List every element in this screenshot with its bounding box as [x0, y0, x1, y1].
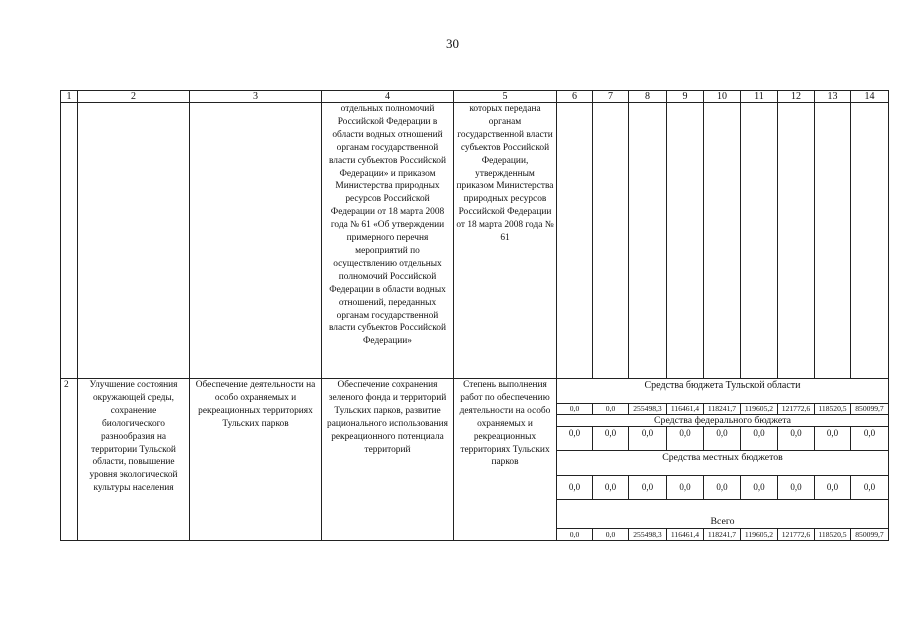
- value-cell: 0,0: [629, 476, 667, 500]
- program-table: [60, 90, 889, 541]
- value-cell: 0,0: [593, 476, 629, 500]
- header-cell: 10: [704, 91, 741, 103]
- page-number: 30: [446, 36, 459, 51]
- value-cell: 0,0: [741, 476, 778, 500]
- header-cell: 2: [78, 91, 190, 103]
- value-cell: 0,0: [593, 427, 629, 451]
- section-title: Средства бюджета Тульской области: [557, 379, 889, 404]
- legal-basis-cell: отдельных полномочий Российской Федерации в области водных отношений органам государственной власти субъектов Российской Федерации» и приказом Министерства природных ресурсов Российской Федерации от 18 марта 2008 года № 61 «Об утверждении примерного перечня мероприятий по осуществлению отдельных полномочий Российской Федерации в области водных отношений, переданных органам государственной власти субъектов Российской Федерации»: [322, 103, 454, 379]
- value-cell: 0,0: [557, 427, 593, 451]
- header-cell: 12: [778, 91, 815, 103]
- value-cell: 119605,2: [741, 529, 778, 541]
- value-cell: 118520,5: [815, 404, 851, 415]
- value-cell: 0,0: [704, 427, 741, 451]
- value-cell: 119605,2: [741, 404, 778, 415]
- value-cell: 0,0: [851, 476, 889, 500]
- goal-cell: Улучшение состояния окружающей среды, сохранение биологического разнообразия на территории Тульской области, повышение уровня экологической культуры населения: [78, 379, 190, 541]
- value-cell: 0,0: [815, 476, 851, 500]
- value-cell: 255498,3: [629, 404, 667, 415]
- value-cell: 0,0: [557, 529, 593, 541]
- value-cell: 850099,7: [851, 404, 889, 415]
- header-cell: 5: [454, 91, 557, 103]
- value-cell: 0,0: [667, 476, 704, 500]
- value-cell: 0,0: [557, 404, 593, 415]
- value-cell: 0,0: [704, 476, 741, 500]
- value-cell: 850099,7: [851, 529, 889, 541]
- section-title: Всего: [557, 500, 889, 529]
- header-cell: 9: [667, 91, 704, 103]
- value-cell: 118241,7: [704, 404, 741, 415]
- value-cell: 0,0: [741, 427, 778, 451]
- section-title: Средства местных бюджетов: [557, 451, 889, 476]
- value-cell: 0,0: [593, 529, 629, 541]
- value-cell: 0,0: [815, 427, 851, 451]
- header-cell: 7: [593, 91, 629, 103]
- task-cell: Обеспечение деятельности на особо охраняемых и рекреационных территориях Тульских парков: [190, 379, 322, 541]
- value-cell: 0,0: [629, 427, 667, 451]
- indicator-cell: Степень выполнения работ по обеспечению деятельности на особо охраняемых и рекреационных территориях Тульских парков: [454, 379, 557, 541]
- value-cell: 118520,5: [815, 529, 851, 541]
- header-cell: 1: [61, 91, 78, 103]
- header-cell: 4: [322, 91, 454, 103]
- value-cell: 255498,3: [629, 529, 667, 541]
- header-cell: 11: [741, 91, 778, 103]
- header-row: [61, 91, 889, 103]
- header-cell: 13: [815, 91, 851, 103]
- value-cell: 0,0: [778, 476, 815, 500]
- header-cell: 8: [629, 91, 667, 103]
- table-row: [61, 379, 889, 404]
- value-cell: 118241,7: [704, 529, 741, 541]
- row-number: 2: [61, 379, 78, 541]
- value-cell: 0,0: [778, 427, 815, 451]
- value-cell: 121772,6: [778, 404, 815, 415]
- measure-cell: Обеспечение сохранения зеленого фонда и территорий Тульских парков, развитие рационального использования рекреационного потенциала территорий: [322, 379, 454, 541]
- header-cell: 14: [851, 91, 889, 103]
- header-cell: 3: [190, 91, 322, 103]
- indicator-cell: которых передана органам государственной власти субъектов Российской Федерации, утвержденным приказом Министерства природных ресурсов Российской Федерации от 18 марта 2008 года № 61: [454, 103, 557, 379]
- table-row-continuation: [61, 103, 889, 379]
- value-cell: 0,0: [851, 427, 889, 451]
- header-cell: 6: [557, 91, 593, 103]
- value-cell: 116461,4: [667, 529, 704, 541]
- value-cell: 121772,6: [778, 529, 815, 541]
- value-cell: 116461,4: [667, 404, 704, 415]
- value-cell: 0,0: [593, 404, 629, 415]
- section-title: Средства федерального бюджета: [557, 415, 889, 427]
- value-cell: 0,0: [557, 476, 593, 500]
- value-cell: 0,0: [667, 427, 704, 451]
